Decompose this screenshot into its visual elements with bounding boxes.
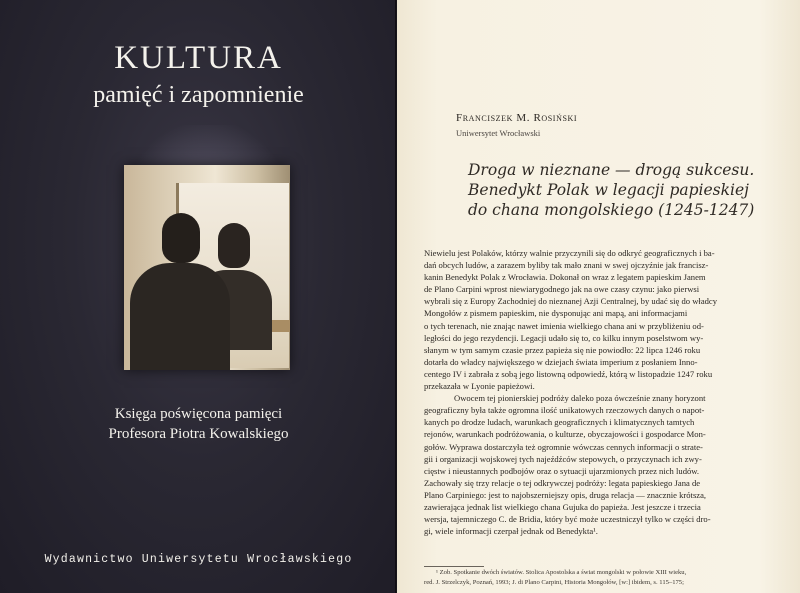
body-text-line: gołów. Wyprawa dostarczyła też ogromnie wówczas cennych informacji o strate-	[424, 441, 703, 452]
painting-man-body	[130, 263, 230, 370]
article-title-line: Benedykt Polak w legacji papieskiej	[468, 181, 749, 199]
body-text-line: Owocem tej pionierskiej podróży daleko poza ówcześnie znany horyzont	[454, 393, 706, 404]
cover-dedication	[0, 404, 397, 444]
article-author: Franciszek M. Rosiński	[456, 112, 578, 124]
footnote-divider	[424, 566, 484, 567]
body-text-line: Niewielu jest Polaków, którzy walnie przyczynili się do odkryć geograficznych i ba-	[424, 248, 715, 258]
body-text-line: kanych po drodze ludach, warunkach geograficznych i klimatycznych tamtych	[424, 417, 695, 428]
body-text-line: cięstw i nieustannych podbojów oraz o sytuacji ujarzmionych przez nich ludów.	[424, 465, 700, 476]
cover-publisher: Wydawnictwo Uniwersytetu Wrocławskiego	[44, 553, 353, 566]
article-title-line: do chana mongolskiego (1245-1247)	[468, 201, 755, 219]
dedication-line: Profesora Piotra Kowalskiego	[108, 426, 289, 442]
body-text-line: de Plano Carpini wprost niewiarygodnego jak na owe czasy czynu: jako pierwsi	[424, 284, 700, 295]
body-text-line: Plano Carpiniego: jest to najobszerniejszy opis, druga relacja — znacznie krótsza,	[424, 489, 707, 500]
article-title-line: Droga w nieznane — drogą sukcesu.	[468, 161, 755, 179]
cover-subtitle: pamięć i zapomnienie	[93, 82, 304, 108]
painting-reflection-head	[218, 223, 250, 268]
body-text-line: wybrali się z Europy Zachodniej do nieznanej Azji Centralnej, by udać się do władcy	[424, 296, 718, 307]
article-affiliation: Uniwersytet Wrocławski	[456, 128, 541, 138]
footnote-line: ¹ Zob. Spotkanie dwóch światów. Stolica Apostolska a świat mongolski w połowie XIII wieku,	[436, 569, 687, 576]
article-page	[397, 0, 800, 593]
body-text-line: słanym w tym samym czasie przez papieża się nie powiodło: 22 lipca 1246 roku	[424, 344, 701, 355]
body-text-line: Mongołów z pismem papieskim, nie dysponując ani mapą, ani informacjami	[424, 308, 688, 319]
book-cover	[0, 0, 397, 593]
body-text-line: zawierająca jednak list wielkiego chana Gujuka do papieża. Jest jeszcze i trzecia	[424, 501, 701, 512]
article-body	[424, 247, 792, 537]
body-text-line: Zachowały się trzy relacje o tej odkrywczej podróży: legata papieskiego Jana de	[424, 477, 701, 488]
dedication-line: Księga poświęcona pamięci	[114, 406, 283, 422]
body-text-line: przekazała w Lyonie papieżowi.	[424, 381, 535, 392]
body-text-line: dań obcych ludów, a zarazem byliby tak mało znani w swej ojczyźnie jak francisz-	[424, 260, 709, 271]
cover-title: KULTURA	[114, 40, 283, 76]
body-text-line: kanin Benedykt Polak z Wrocławia. Dokonał on wraz z legatem papieskim Janem	[424, 272, 706, 283]
body-text-line: ległości do jego rezydencji. Legacji udało się to, co kilku innym poselstwom wy-	[424, 332, 704, 343]
body-text-line: geograficzny była także ogromna ilość unikatowych rzeczowych danych o napot-	[424, 405, 705, 416]
painting-man-head	[162, 213, 200, 263]
body-text-line: centego IV i zabrała z sobą jego listowną odpowiedź, którą w listopadzie 1247 roku	[424, 368, 713, 379]
footnote-line: red. J. Strzelczyk, Poznań, 1993; J. di Plano Carpini, Historia Mongołów, [w:] ibidem, s. 115–175;	[424, 579, 684, 586]
body-text-line: rejonów, warunkach podróżowania, o kulturze, obyczajowości i gospodarce Mon-	[424, 429, 706, 440]
body-text-line: gii i organizacji wojskowej tych najeźdźców stepowych, o przyczynach ich zwy-	[424, 453, 702, 464]
cover-painting-image	[124, 165, 290, 370]
body-text-line: dotarła do władcy największego w dziejach świata imperium z posłaniem Inno-	[424, 356, 698, 367]
body-text-line: gi, wiele informacji czerpał jednak od Benedykta¹.	[424, 526, 598, 537]
article-title	[468, 160, 788, 220]
body-text-line: o tych terenach, nie znając nawet imienia wielkiego chana ani w przybliżeniu od-	[424, 320, 704, 331]
body-text-line: wersja, tajemniczego C. de Bridia, który być może uczestniczył tylko w części dro-	[424, 514, 711, 525]
article-footnote	[424, 568, 794, 588]
